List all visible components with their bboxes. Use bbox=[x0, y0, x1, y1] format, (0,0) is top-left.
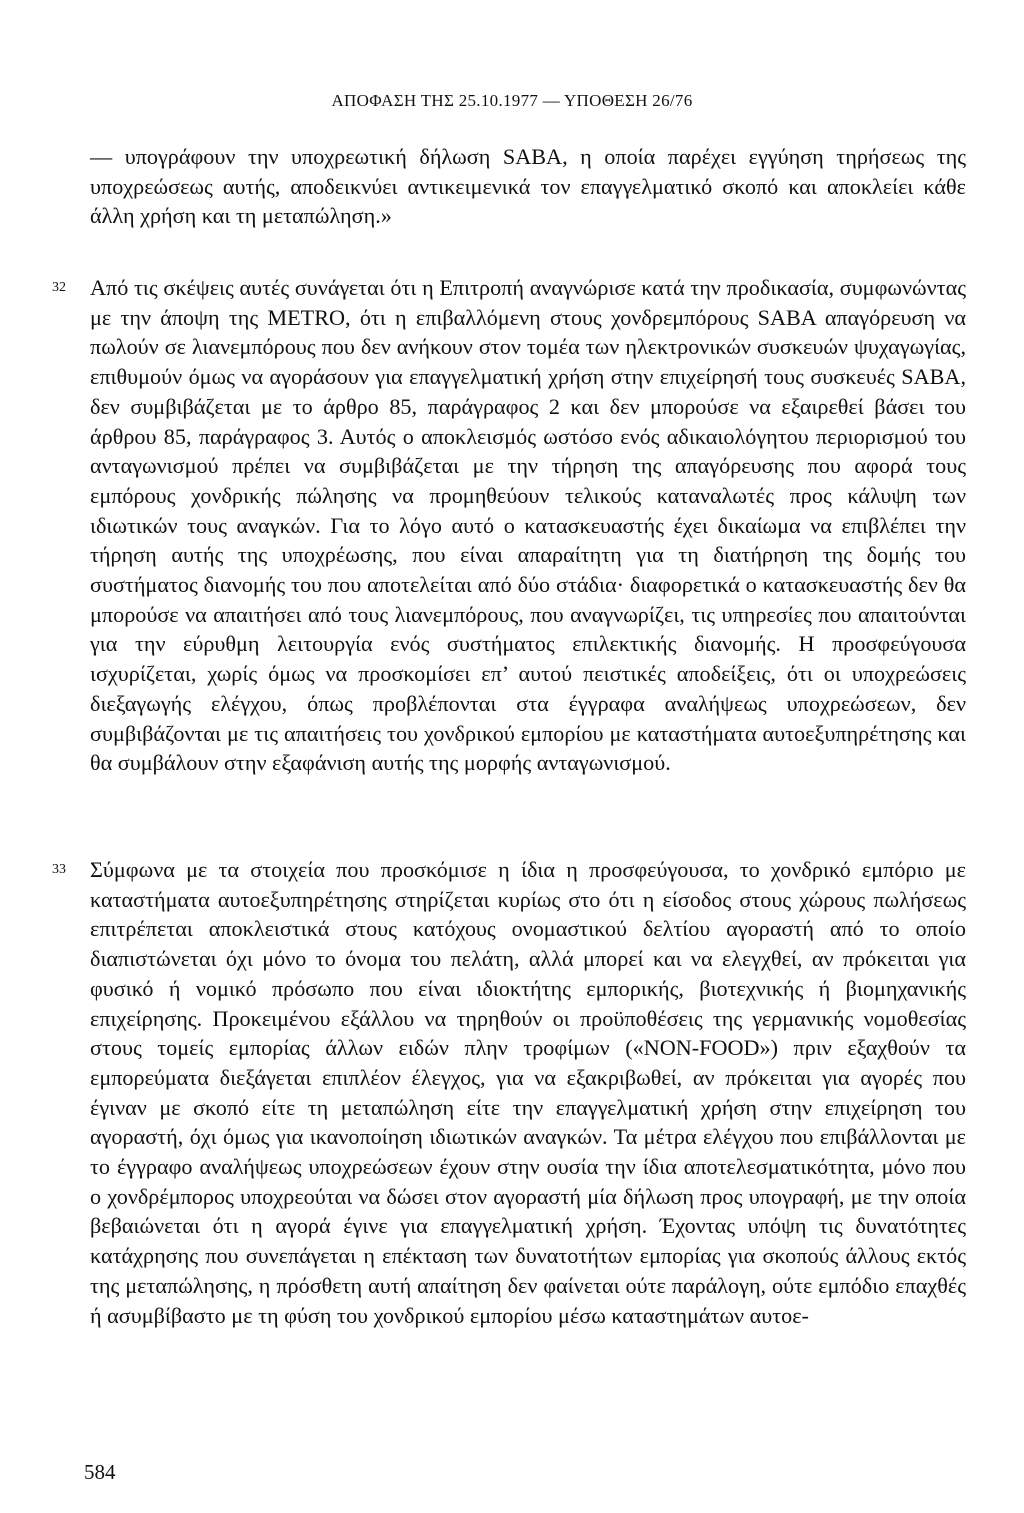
paragraph-number-32: 32 bbox=[52, 280, 66, 295]
running-header: ΑΠΟΦΑΣΗ ΤΗΣ 25.10.1977 — ΥΠΟΘΕΣΗ 26/76 bbox=[331, 91, 693, 110]
paragraph-number-33: 33 bbox=[52, 862, 66, 877]
paragraph-32: Από τις σκέψεις αυτές συνάγεται ότι η Επιτροπή αναγνώρισε κατά την προδικασία, συμφωνώντας με την άποψη της METRO, ότι η επιβαλλόμενη στους χονδρεμπόρους SABA απαγόρευση να πωλούν σε λιανεμπόρους που δεν ανήκουν στον τομέα των ηλεκτρονικών συσκευών ψυχαγωγίας, επιθυμούν όμως να αγοράσουν για επαγγελματική χρήση στην επιχείρησή τους συσκευές SABA, δεν συμβιβάζεται με το άρθρο 85, παράγραφος 2 και δεν μπορούσε να εξαιρεθεί βάσει του άρθρου 85, παράγραφος 3. Αυτός ο αποκλεισμός ωστόσο ενός αδικαιολόγητου περιορισμού του ανταγωνισμού πρέπει να συμβιβάζεται με την τήρηση της απαγόρευσης που αφορά τους εμπόρους χονδρικής πώλησης να προμηθεύουν τελικούς καταναλωτές προς κάλυψη των ιδιωτικών τους αναγκών. Για το λόγο αυτό ο κατασκευαστής έχει δικαίωμα να επιβλέπει την τήρηση αυτής της υποχρέωσης, που είναι απαραίτητη για τη διατήρηση της δομής του συστήματος διανομής του που αποτελείται από δύο στάδια· διαφορετικά ο κατασκευαστής δεν θα μπορούσε να απαιτήσει από τους λιανεμπόρους, που αναγνωρίζει, τις υπηρεσίες που απαιτούνται για την εύρυθμη λειτουργία ενός συστήματος επιλεκτικής διανομής. Η προσφεύγουσα ισχυρίζεται, χωρίς όμως να προσκομίσει επ’ αυτού πειστικές αποδείξεις, ότι οι υποχρεώσεις διεξαγωγής ελέγχου, όπως προβλέπονται στα έγγραφα αναλήψεως υποχρεώσεων, δεν συμβιβάζονται με τις απαιτήσεις του χονδρικού εμπορίου με καταστήματα αυτοεξυπηρέτησης και θα συμβάλουν στην εξαφάνιση αυτής της μορφής ανταγωνισμού. bbox=[90, 275, 966, 776]
paragraph-33: Σύμφωνα με τα στοιχεία που προσκόμισε η ίδια η προσφεύγουσα, το χονδρικό εμπόριο με καταστήματα αυτοεξυπηρέτησης στηρίζεται κυρίως στο ότι η είσοδος στους χώρους πωλήσεως επιτρέπεται αποκλειστικά στους κατόχους ονομαστικού δελτίου αγοραστή από το οποίο διαπιστώνεται όχι μόνο το όνομα του πελάτη, αλλά μπορεί και να ελεγχθεί, αν πρόκειται για φυσικό ή νομικό πρόσωπο που είναι ιδιοκτήτης εμπορικής, βιοτεχνικής ή βιομηχανικής επιχείρησης. Προκειμένου εξάλλου να τηρηθούν οι προϋποθέσεις της γερμανικής νομοθεσίας στους τομείς εμπορίας άλλων ειδών πλην τροφίμων («NON-FOOD») πριν εξαχθούν τα εμπορεύματα διεξάγεται επιπλέον έλεγχος, για να εξακριβωθεί, αν πρόκειται για αγορές που έγιναν με σκοπό είτε τη μεταπώληση είτε την επαγγελματική χρήση στην επιχείρηση του αγοραστή, όχι όμως για ικανοποίηση ιδιωτικών αναγκών. Τα μέτρα ελέγχου που επιβάλλονται με το έγγραφο αναλήψεως υποχρεώσεων έχουν στην ουσία την ίδια αποτελεσματικότητα, μόνο που ο χονδρέμπορος υποχρεούται να δώσει στον αγοραστή μία δήλωση προς υπογραφή, με την οποία βεβαιώνεται ότι η αγορά έγινε για επαγγελματική χρήση. Έχοντας υπόψη τις δυνατότητες κατάχρησης που συνεπάγεται η επέκταση των δυνατοτήτων εμπορίας για σκοπούς άλλους εκτός της μεταπώλησης, η πρόσθετη αυτή απαίτηση δεν φαίνεται ούτε παράλογη, ούτε εμπόδιο επαχθές ή ασυμβίβαστο με τη φύση του χονδρικού εμπορίου μέσω καταστημάτων αυτοε- bbox=[90, 857, 966, 1328]
paragraph-continued: — υπογράφουν την υποχρεωτική δήλωση SABA, η οποία παρέχει εγγύηση τηρήσεως της υποχρεώσεως αυτής, αποδεικνύει αντικειμενικά τον επαγγελματικό σκοπό και αποκλείει κάθε άλλη χρήση και τη μεταπώληση.» bbox=[90, 144, 966, 229]
page-number: 584 bbox=[84, 1460, 116, 1484]
